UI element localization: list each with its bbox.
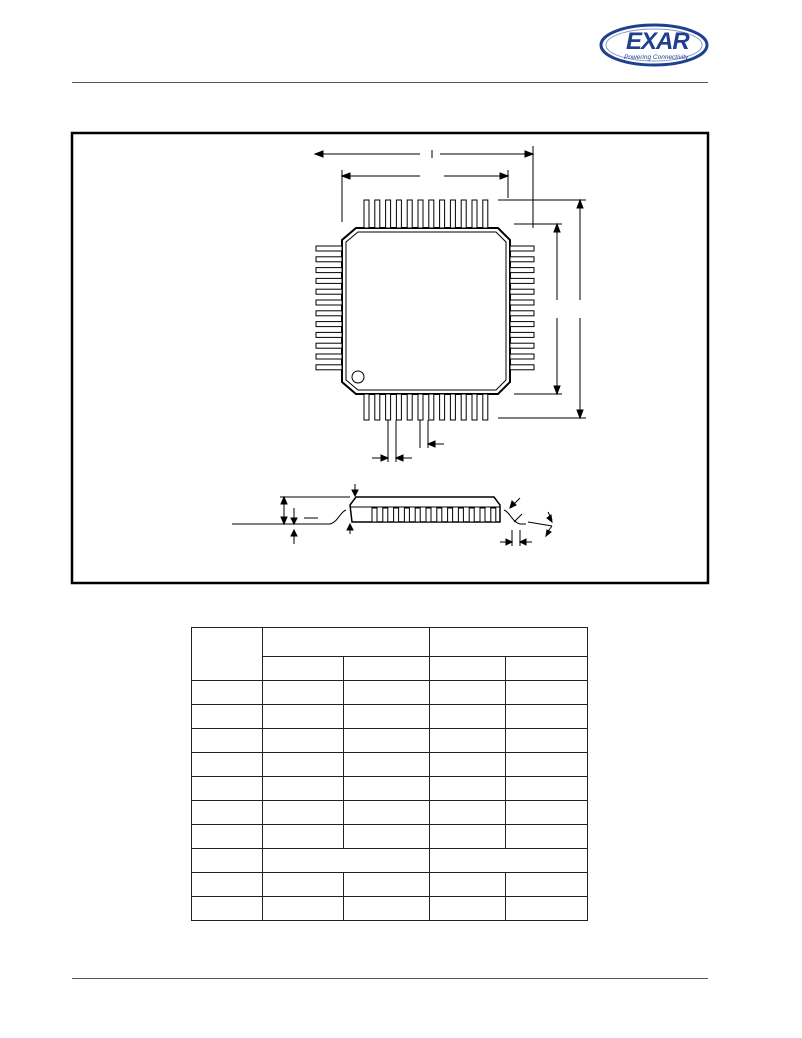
table-row [192, 729, 588, 753]
package-lead [510, 278, 534, 283]
table-header-cell [506, 657, 588, 681]
package-lead [469, 508, 474, 522]
package-lead [364, 200, 369, 228]
package-lead [364, 394, 369, 420]
table-cell [506, 873, 588, 897]
package-lead [396, 200, 401, 228]
dimension-lead-width [420, 420, 444, 448]
table-cell [192, 777, 263, 801]
package-lead [510, 246, 534, 251]
table-row [192, 801, 588, 825]
table-row [192, 873, 588, 897]
package-lead [316, 278, 342, 283]
table-cell [263, 681, 344, 705]
table-cell [430, 849, 588, 873]
table-cell [192, 705, 263, 729]
package-lead [510, 343, 534, 348]
table-cell [344, 729, 430, 753]
package-lead [426, 508, 431, 522]
package-lead [316, 343, 342, 348]
table-row [192, 777, 588, 801]
package-lead [383, 508, 388, 522]
table-cell [344, 873, 430, 897]
table-cell [263, 897, 344, 921]
package-lead [450, 200, 455, 228]
table-cell [430, 897, 506, 921]
package-lead [437, 508, 442, 522]
table-cell [344, 897, 430, 921]
package-lead [510, 322, 534, 327]
table-cell [430, 705, 506, 729]
package-lead [461, 394, 466, 420]
package-lead [316, 246, 342, 251]
package-lead [510, 311, 534, 316]
dimension-overall-height [498, 200, 586, 418]
table-row [192, 705, 588, 729]
table-header-cell [263, 657, 344, 681]
package-lead [316, 289, 342, 294]
table-cell [263, 873, 344, 897]
package-lead [458, 508, 463, 522]
package-lead [461, 200, 466, 228]
table-cell [263, 777, 344, 801]
table-cell [430, 681, 506, 705]
table-cell [192, 849, 263, 873]
package-lead [483, 394, 488, 420]
package-lead [510, 289, 534, 294]
table-row-merged [192, 849, 588, 873]
table-cell [506, 897, 588, 921]
package-lead [372, 508, 377, 522]
package-lead [429, 394, 434, 420]
package-lead [386, 200, 391, 228]
package-lead [510, 300, 534, 305]
table-row [192, 825, 588, 849]
table-cell [344, 681, 430, 705]
package-lead [510, 257, 534, 262]
package-lead [510, 268, 534, 273]
package-lead [407, 200, 412, 228]
package-lead [472, 394, 477, 420]
table-header-cell [344, 657, 430, 681]
leads-right [510, 246, 534, 370]
table-row [192, 681, 588, 705]
dimension-table [191, 627, 588, 921]
package-lead [316, 311, 342, 316]
table-cell [506, 777, 588, 801]
dimension-overall-width [315, 146, 533, 228]
table-cell [263, 753, 344, 777]
package-side-view [232, 484, 552, 546]
table-cell [263, 801, 344, 825]
table-cell [192, 897, 263, 921]
package-lead [448, 508, 453, 522]
package-lead [316, 300, 342, 305]
table-cell [430, 801, 506, 825]
table-cell [192, 873, 263, 897]
logo-wordmark: EXAR [626, 28, 689, 55]
table-header-cell [430, 657, 506, 681]
package-lead [450, 394, 455, 420]
footer-divider [72, 978, 708, 979]
table-cell [430, 729, 506, 753]
logo-tagline: Powering Connectivity [624, 54, 689, 61]
package-lead [510, 354, 534, 359]
table-cell [192, 681, 263, 705]
package-lead [375, 200, 380, 228]
table-header-cell [192, 628, 263, 681]
table-cell [506, 681, 588, 705]
package-lead [316, 268, 342, 273]
table-cell [430, 753, 506, 777]
package-lead [407, 394, 412, 420]
package-body-outer [342, 228, 510, 394]
table-cell [192, 753, 263, 777]
table-cell [344, 801, 430, 825]
package-lead [415, 508, 420, 522]
table-row [192, 897, 588, 921]
leads-bottom [364, 394, 488, 420]
package-lead [440, 394, 445, 420]
package-lead [386, 394, 391, 420]
pin1-indicator [352, 371, 364, 383]
package-lead [510, 332, 534, 337]
table-cell [430, 777, 506, 801]
table-cell [506, 729, 588, 753]
package-lead [440, 200, 445, 228]
table-cell [263, 705, 344, 729]
package-body-inner [346, 232, 506, 390]
table-cell [344, 705, 430, 729]
package-lead [404, 508, 409, 522]
table-cell [430, 825, 506, 849]
package-lead [316, 332, 342, 337]
package-lead [418, 394, 423, 420]
package-lead [316, 257, 342, 262]
table-header-cell [430, 628, 588, 657]
table-cell [192, 729, 263, 753]
table-cell [506, 825, 588, 849]
package-lead [429, 200, 434, 228]
package-lead [483, 200, 488, 228]
package-lead [480, 508, 485, 522]
package-lead [472, 200, 477, 228]
table-cell [430, 873, 506, 897]
table-cell [506, 705, 588, 729]
table-cell [263, 825, 344, 849]
table-cell [263, 849, 430, 873]
package-lead [316, 322, 342, 327]
table-cell [344, 777, 430, 801]
leads-top [364, 200, 488, 228]
package-lead [316, 365, 342, 370]
table-cell [506, 801, 588, 825]
package-lead [418, 200, 423, 228]
package-lead [510, 365, 534, 370]
package-lead [396, 394, 401, 420]
package-lead [394, 508, 399, 522]
package-lead [375, 394, 380, 420]
table-cell [506, 753, 588, 777]
table-cell [344, 753, 430, 777]
table-cell [192, 801, 263, 825]
dimension-lead-pitch [372, 420, 412, 462]
table-row [192, 753, 588, 777]
leads-left [316, 246, 342, 370]
package-lead [316, 354, 342, 359]
table-cell [192, 825, 263, 849]
table-cell [263, 729, 344, 753]
package-lead [491, 508, 496, 522]
table-cell [344, 825, 430, 849]
table-header-cell [263, 628, 430, 657]
table-header-row [192, 628, 588, 657]
